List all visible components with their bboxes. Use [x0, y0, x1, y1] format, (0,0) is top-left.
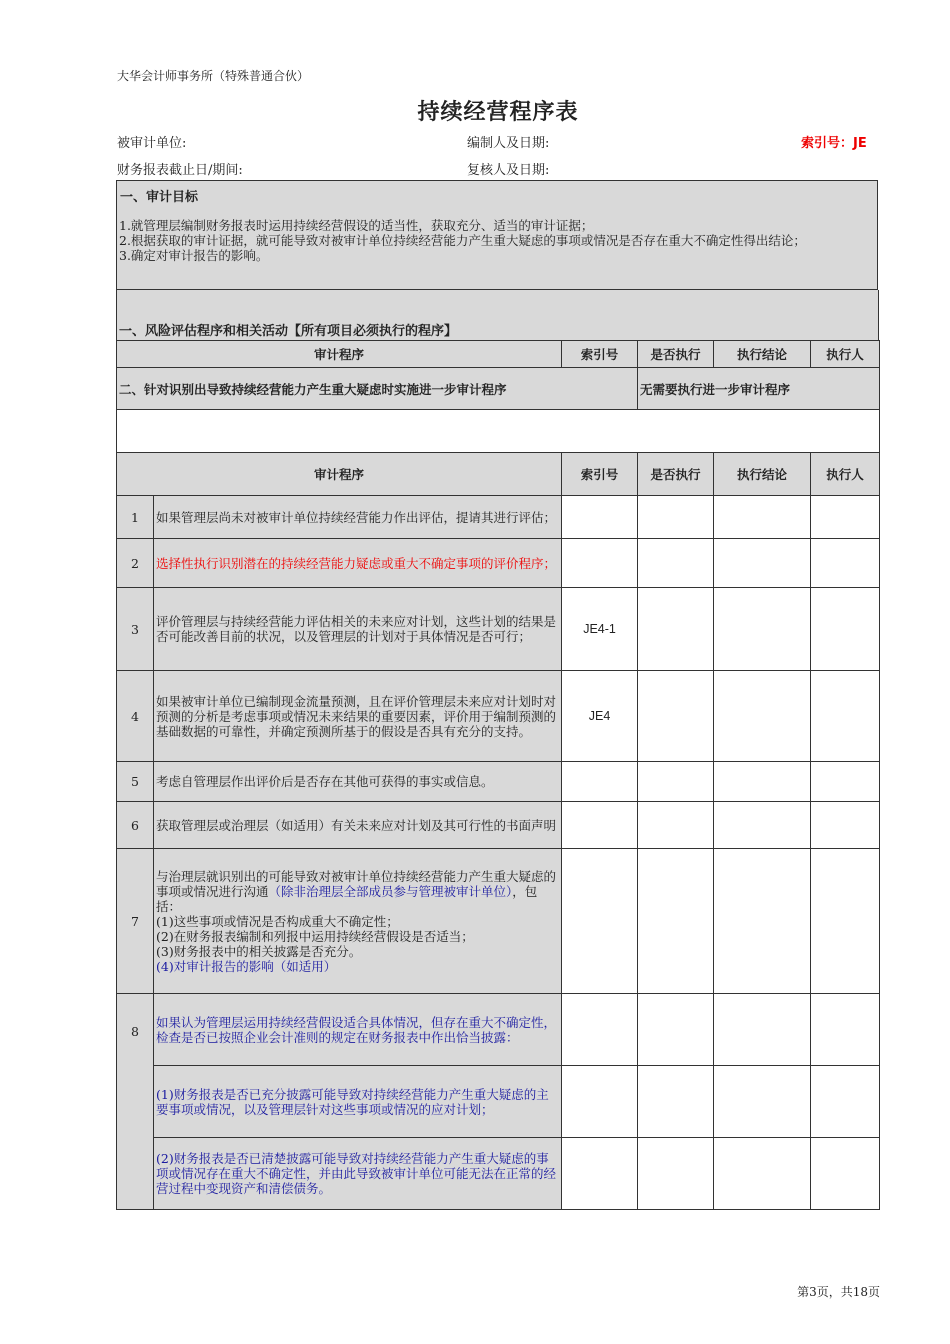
row-number: 5 — [117, 762, 154, 802]
risk-section-band — [116, 290, 879, 340]
index-number: 索引号：JE — [801, 136, 867, 151]
executed-cell[interactable] — [638, 1066, 714, 1138]
row-number: 8 — [117, 994, 154, 1210]
index-cell[interactable] — [562, 762, 638, 802]
objectives-list — [117, 210, 877, 263]
table-row — [117, 1138, 880, 1210]
further-section-note: 无需要执行进一步审计程序 — [638, 368, 880, 410]
reviewer-label: 复核人及日期: — [467, 163, 550, 178]
executed-cell[interactable] — [638, 762, 714, 802]
page-title: 持续经营程序表 — [417, 100, 579, 125]
table-row — [117, 496, 880, 539]
col-procedure: 审计程序 — [117, 341, 562, 368]
further-section-heading: 二、针对识别出导致持续经营能力产生重大疑虑时实施进一步审计程序 — [117, 368, 638, 410]
index-cell[interactable] — [562, 1066, 638, 1138]
risk-section-heading: 一、风险评估程序和相关活动【所有项目必须执行的程序】 — [119, 324, 458, 339]
index-cell[interactable] — [562, 849, 638, 994]
executed-cell[interactable] — [638, 849, 714, 994]
conclusion-cell[interactable] — [714, 802, 811, 849]
executor-cell[interactable] — [811, 539, 880, 588]
row-number: 7 — [117, 849, 154, 994]
index-cell[interactable]: JE4 — [562, 671, 638, 762]
procedure-text: 如果管理层尚未对被审计单位持续经营能力作出评估，提请其进行评估； — [154, 496, 562, 539]
col-executor: 执行人 — [811, 453, 880, 496]
conclusion-cell[interactable] — [714, 762, 811, 802]
procedure-text: 选择性执行识别潜在的持续经营能力疑虑或重大不确定事项的评价程序； — [154, 539, 562, 588]
row-number: 2 — [117, 539, 154, 588]
table-row — [117, 849, 880, 994]
procedure-subitem: (4)对审计报告的影响（如适用） — [156, 958, 337, 974]
col-conclusion: 执行结论 — [714, 453, 811, 496]
procedure-subitem: (2)在财务报表编制和列报中运用持续经营假设是否适当； — [156, 928, 474, 944]
procedure-text: (2)财务报表是否已清楚披露可能导致对持续经营能力产生重大疑虑的事项或情况存在重大不确定性，并由此导致被审计单位可能无法在正常的经营过程中变现资产和清偿债务。 — [154, 1138, 562, 1210]
index-cell[interactable] — [562, 994, 638, 1066]
col-conclusion: 执行结论 — [714, 341, 811, 368]
row-number: 3 — [117, 588, 154, 671]
table-row — [117, 994, 880, 1066]
conclusion-cell[interactable] — [714, 496, 811, 539]
procedure-text — [154, 849, 562, 994]
procedure-text: 如果认为管理层运用持续经营假设适合具体情况，但存在重大不确定性，检查是否已按照企业会计准则的规定在财务报表中作出恰当披露： — [154, 994, 562, 1066]
table-header-row — [117, 341, 880, 368]
period-label: 财务报表截止日/期间: — [117, 163, 243, 178]
col-executed: 是否执行 — [638, 341, 714, 368]
objective-item: 2.根据获取的审计证据，就可能导致对被审计单位持续经营能力产生重大疑虑的事项或情况是否存在重大不确定性得出结论； — [119, 233, 806, 248]
executor-cell[interactable] — [811, 1138, 880, 1210]
procedure-text: 考虑自管理层作出评价后是否存在其他可获得的事实或信息。 — [154, 762, 562, 802]
col-index: 索引号 — [562, 341, 638, 368]
index-cell[interactable]: JE4-1 — [562, 588, 638, 671]
table-row — [117, 802, 880, 849]
executor-cell[interactable] — [811, 762, 880, 802]
row-number: 4 — [117, 671, 154, 762]
further-section-row — [117, 368, 880, 410]
procedure-text-part: ，包括： — [156, 883, 538, 914]
table-row — [117, 588, 880, 671]
index-cell[interactable] — [562, 496, 638, 539]
table-row — [117, 762, 880, 802]
executor-cell[interactable] — [811, 849, 880, 994]
executed-cell[interactable] — [638, 1138, 714, 1210]
executor-cell[interactable] — [811, 671, 880, 762]
executed-cell[interactable] — [638, 539, 714, 588]
executed-cell[interactable] — [638, 994, 714, 1066]
audited-entity-label: 被审计单位: — [117, 136, 187, 151]
procedure-text: 评价管理层与持续经营能力评估相关的未来应对计划，这些计划的结果是否可能改善目前的状况，以及管理层的计划对于具体情况是否可行； — [154, 588, 562, 671]
executor-cell[interactable] — [811, 588, 880, 671]
executed-cell[interactable] — [638, 496, 714, 539]
col-executed: 是否执行 — [638, 453, 714, 496]
audit-objectives-box — [116, 180, 878, 290]
procedure-text-part: 与治理层就识别出的可能导致对被审计单位持续经营能力产生重大疑虑的事项或情况进行沟通 — [156, 868, 557, 899]
procedure-text: 如果被审计单位已编制现金流量预测，且在评价管理层未来应对计划时对预测的分析是考虑事项或情况未来结果的重要因素，评价用于编制预测的基础数据的可靠性，并确定预测所基于的假设是否具有充分的支持。 — [154, 671, 562, 762]
executor-cell[interactable] — [811, 994, 880, 1066]
page-number: 第3页，共18页 — [797, 1285, 880, 1299]
firm-name: 大华会计师事务所（特殊普通合伙） — [117, 69, 310, 83]
procedure-subitem: (1)这些事项或情况是否构成重大不确定性； — [156, 913, 399, 929]
executed-cell[interactable] — [638, 671, 714, 762]
executed-cell[interactable] — [638, 802, 714, 849]
row-number: 1 — [117, 496, 154, 539]
executed-cell[interactable] — [638, 588, 714, 671]
procedure-subitem: (3)财务报表中的相关披露是否充分。 — [156, 943, 362, 959]
conclusion-cell[interactable] — [714, 1138, 811, 1210]
conclusion-cell[interactable] — [714, 994, 811, 1066]
row-number: 6 — [117, 802, 154, 849]
conclusion-cell[interactable] — [714, 539, 811, 588]
spacer-row — [117, 410, 880, 453]
table-row — [117, 539, 880, 588]
executor-cell[interactable] — [811, 802, 880, 849]
index-cell[interactable] — [562, 539, 638, 588]
executor-cell[interactable] — [811, 496, 880, 539]
col-index: 索引号 — [562, 453, 638, 496]
objective-item: 3.确定对审计报告的影响。 — [119, 248, 269, 263]
index-cell[interactable] — [562, 1138, 638, 1210]
procedure-text: (1)财务报表是否已充分披露可能导致对持续经营能力产生重大疑虑的主要事项或情况，以及管理层针对这些事项或情况的应对计划； — [154, 1066, 562, 1138]
conclusion-cell[interactable] — [714, 849, 811, 994]
executor-cell[interactable] — [811, 1066, 880, 1138]
index-cell[interactable] — [562, 802, 638, 849]
preparer-label: 编制人及日期: — [467, 136, 550, 151]
col-procedure: 审计程序 — [117, 453, 562, 496]
procedure-table — [116, 340, 880, 1210]
objectives-heading: 一、审计目标 — [120, 190, 199, 205]
objective-item: 1.就管理层编制财务报表时运用持续经营假设的适当性，获取充分、适当的审计证据； — [119, 218, 594, 233]
table-row — [117, 671, 880, 762]
table-row — [117, 1066, 880, 1138]
procedure-text: 获取管理层或治理层（如适用）有关未来应对计划及其可行性的书面声明 — [154, 802, 562, 849]
col-executor: 执行人 — [811, 341, 880, 368]
conclusion-cell[interactable] — [714, 1066, 811, 1138]
table-header-row-2 — [117, 453, 880, 496]
procedure-text-note: （除非治理层全部成员参与管理被审计单位） — [268, 883, 513, 899]
conclusion-cell[interactable] — [714, 588, 811, 671]
conclusion-cell[interactable] — [714, 671, 811, 762]
